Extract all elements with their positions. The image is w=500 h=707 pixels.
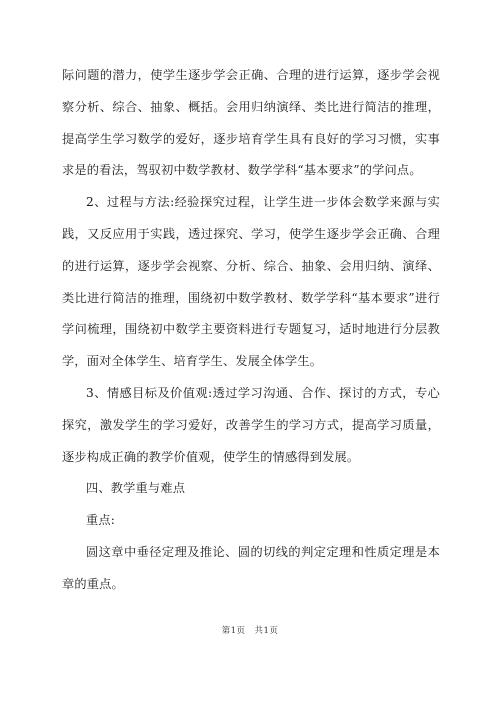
paragraph-1: 际问题的潜力，使学生逐步学会正确、合理的进行运算，逐步学会视察分析、综合、抽象、概括。会用归纳演绎、类比进行简洁的推理，提高学生学习数学的爱好，逐步培育学生具有良好的学习习惯，实事求是的看法，驾驭初中数学教材、数学学科“基本要求”的学问点。 xyxy=(62,68,440,178)
paragraph-2: 2、过程与方法:经验探究过程，让学生进一步体会数学来源与实践，又反应用于实践，透过探究、学习，使学生逐步学会正确、合理的进行运算，逐步学会视察、分析、综合、抽象、会用归纳、演绎、类比进行简洁的推理，围绕初中数学教材、数学学科“基本要求”进行学问梳理，围绕初中数学主要资料进行专题复习，适时地进行分层教学，面对全体学生、培育学生、发展全体学生。 xyxy=(62,195,440,369)
document-body xyxy=(62,60,440,601)
paragraph-3: 3、情感目标及价值观:透过学习沟通、合作、探讨的方式，专心探究，激发学生的学习爱好，改善学生的学习方式，提高学习质量，逐步构成正确的教学价值观，使学生的情感得到发展。 xyxy=(62,385,440,464)
key-points-label: 重点: xyxy=(86,513,116,528)
page-footer: 第1页 共1页 xyxy=(221,626,279,636)
section-heading: 四、教学重与难点 xyxy=(86,481,186,496)
paragraph-key-points: 圆这章中垂径定理及推论、圆的切线的判定定理和性质定理是本章的重点。 xyxy=(62,544,440,591)
